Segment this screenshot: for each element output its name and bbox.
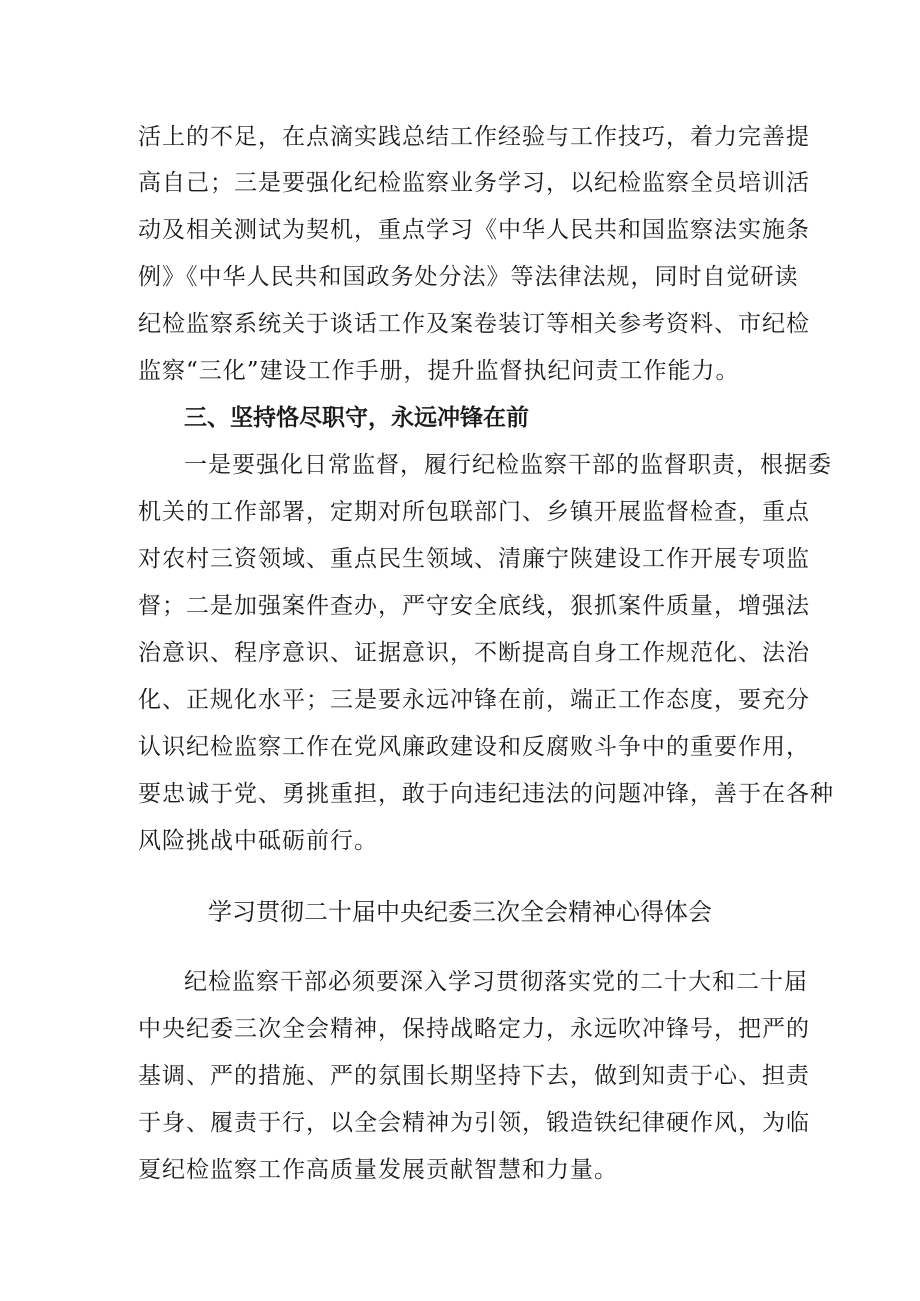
article-title: 学习贯彻二十届中央纪委三次全会精神心得体会 [208, 898, 712, 926]
paragraph-line: 督；二是加强案件查办，严守安全底线，狠抓案件质量，增强法 [138, 593, 810, 619]
paragraph-line: 纪检监察系统关于谈话工作及案卷装订等相关参考资料、市纪检 [138, 311, 810, 337]
paragraph-line: 要忠诚于党、勇挑重担，敢于向违纪违法的问题冲锋，善于在各种 [138, 781, 834, 807]
paragraph-line: 风险挑战中砥砺前行。 [138, 828, 378, 854]
paragraph-line: 于身、履责于行，以全会精神为引领，锻造铁纪律硬作风，为临 [138, 1110, 810, 1136]
paragraph-line: 活上的不足，在点滴实践总结工作经验与工作技巧，着力完善提 [138, 124, 810, 150]
paragraph-line: 认识纪检监察工作在党风廉政建设和反腐败斗争中的重要作用， [138, 734, 810, 760]
paragraph-line: 化、正规化水平；三是要永远冲锋在前，端正工作态度，要充分 [138, 687, 810, 713]
paragraph-line: 中央纪委三次全会精神，保持战略定力，永远吹冲锋号，把严的 [138, 1016, 810, 1042]
paragraph-line: 监察“三化”建设工作手册，提升监督执纪问责工作能力。 [138, 358, 740, 384]
paragraph-line: 例》《中华人民共和国政务处分法》等法律法规，同时自觉研读 [138, 264, 799, 290]
paragraph-line: 对农村三资领域、重点民生领域、清廉宁陕建设工作开展专项监 [138, 546, 810, 572]
section-heading: 三、坚持恪尽职守，永远冲锋在前 [184, 405, 529, 431]
paragraph-line: 一是要强化日常监督，履行纪检监察干部的监督职责，根据委 [184, 452, 832, 478]
paragraph-line: 高自己；三是要强化纪检监察业务学习，以纪检监察全员培训活 [138, 170, 810, 196]
paragraph-line: 基调、严的措施、严的氛围长期坚持下去，做到知责于心、担责 [138, 1063, 810, 1089]
paragraph-line: 纪检监察干部必须要深入学习贯彻落实党的二十大和二十届 [184, 969, 808, 995]
paragraph-line: 动及相关测试为契机，重点学习《中华人民共和国监察法实施条 [138, 217, 810, 243]
paragraph-line: 治意识、程序意识、证据意识，不断提高自身工作规范化、法治 [138, 640, 810, 666]
paragraph-line: 机关的工作部署，定期对所包联部门、乡镇开展监督检查，重点 [138, 499, 810, 525]
paragraph-line: 夏纪检监察工作高质量发展贡献智慧和力量。 [138, 1157, 618, 1183]
